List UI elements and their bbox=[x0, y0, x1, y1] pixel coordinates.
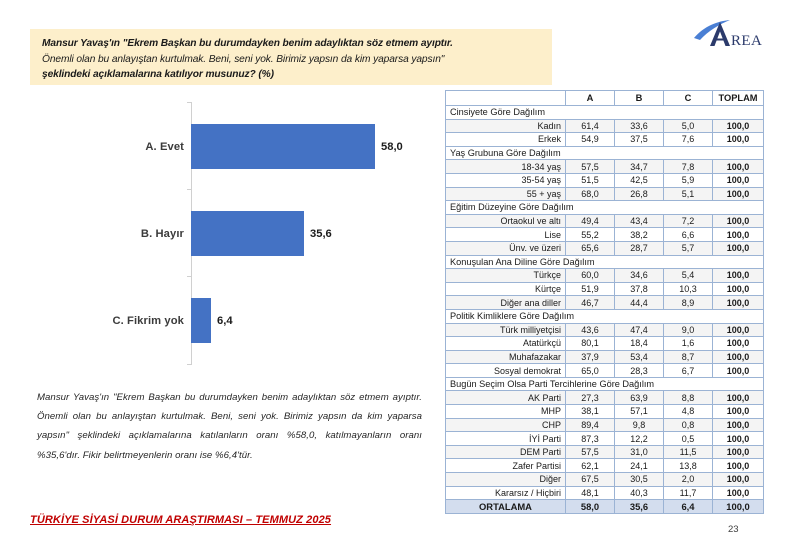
table-cell-c: 11,5 bbox=[664, 445, 713, 459]
table-summary-b: 35,6 bbox=[615, 500, 664, 514]
table-section-title: Konuşulan Ana Diline Göre Dağılım bbox=[446, 255, 764, 269]
table-cell-b: 34,7 bbox=[615, 160, 664, 174]
page-number: 23 bbox=[728, 524, 739, 535]
table-cell-a: 55,2 bbox=[566, 228, 615, 242]
table-cell-b: 43,4 bbox=[615, 214, 664, 228]
table-row bbox=[446, 473, 764, 487]
table-row bbox=[446, 160, 764, 174]
table-cell-c: 4,8 bbox=[664, 405, 713, 419]
table-row-label: Zafer Partisi bbox=[446, 459, 566, 473]
table-cell-b: 28,7 bbox=[615, 241, 664, 255]
table-row-label: Ünv. ve üzeri bbox=[446, 241, 566, 255]
table-cell-total: 100,0 bbox=[713, 473, 764, 487]
svg-text:REA: REA bbox=[731, 33, 763, 49]
table-cell-total: 100,0 bbox=[713, 241, 764, 255]
table-cell-total: 100,0 bbox=[713, 418, 764, 432]
bar-category-label: C. Fikrim yok bbox=[112, 314, 184, 327]
table-cell-total: 100,0 bbox=[713, 337, 764, 351]
table-row bbox=[446, 241, 764, 255]
bar-segment bbox=[191, 298, 211, 343]
table-cell-a: 49,4 bbox=[566, 214, 615, 228]
bar-row bbox=[36, 124, 436, 169]
table-cell-b: 24,1 bbox=[615, 459, 664, 473]
table-cell-b: 53,4 bbox=[615, 350, 664, 364]
table-cell-total: 100,0 bbox=[713, 405, 764, 419]
table-header-a: A bbox=[566, 91, 615, 106]
table-cell-a: 87,3 bbox=[566, 432, 615, 446]
bar-value-label: 35,6 bbox=[310, 227, 332, 240]
table-section-title: Eğitim Düzeyine Göre Dağılım bbox=[446, 201, 764, 215]
table-cell-b: 40,3 bbox=[615, 486, 664, 500]
table-cell-a: 60,0 bbox=[566, 269, 615, 283]
question-line-2: Önemli olan bu anlayıştan kurtulmak. Beni, seni yok. Birimiz yapsın da kim yaparsa yapsın" bbox=[42, 53, 445, 65]
table-row-label: 55 + yaş bbox=[446, 187, 566, 201]
table-cell-b: 37,5 bbox=[615, 133, 664, 147]
table-row bbox=[446, 296, 764, 310]
table-cell-b: 33,6 bbox=[615, 119, 664, 133]
table-row-label: Kararsız / Hiçbiri bbox=[446, 486, 566, 500]
table-cell-c: 5,9 bbox=[664, 173, 713, 187]
table-cell-c: 5,1 bbox=[664, 187, 713, 201]
table-cell-total: 100,0 bbox=[713, 323, 764, 337]
table-cell-total: 100,0 bbox=[713, 364, 764, 378]
table-section-title: Bugün Seçim Olsa Parti Tercihlerine Göre Dağılım bbox=[446, 377, 764, 391]
table-cell-a: 62,1 bbox=[566, 459, 615, 473]
table-cell-c: 0,5 bbox=[664, 432, 713, 446]
table-row bbox=[446, 228, 764, 242]
table-cell-total: 100,0 bbox=[713, 296, 764, 310]
table-cell-b: 9,8 bbox=[615, 418, 664, 432]
table-cell-a: 38,1 bbox=[566, 405, 615, 419]
area-logo bbox=[688, 12, 780, 54]
table-row bbox=[446, 350, 764, 364]
table-row-label: Ortaokul ve altı bbox=[446, 214, 566, 228]
table-row bbox=[446, 391, 764, 405]
table-header-blank bbox=[446, 91, 566, 106]
question-line-3: şeklindeki açıklamalarına katılıyor musunuz? (%) bbox=[42, 69, 274, 80]
table-row-label: Diğer ana diller bbox=[446, 296, 566, 310]
table-cell-b: 37,8 bbox=[615, 282, 664, 296]
table-header-row bbox=[446, 91, 764, 106]
table-row-label: Türkçe bbox=[446, 269, 566, 283]
table-row bbox=[446, 269, 764, 283]
table-cell-b: 18,4 bbox=[615, 337, 664, 351]
table-cell-a: 68,0 bbox=[566, 187, 615, 201]
table-cell-total: 100,0 bbox=[713, 228, 764, 242]
bar-row bbox=[36, 211, 436, 256]
table-cell-total: 100,0 bbox=[713, 119, 764, 133]
question-line-1: Mansur Yavaş'ın "Ekrem Başkan bu durumdayken benim adaylıktan söz etmem ayıptır. bbox=[42, 38, 453, 49]
table-cell-total: 100,0 bbox=[713, 350, 764, 364]
table-section-title: Yaş Grubuna Göre Dağılım bbox=[446, 146, 764, 160]
table-cell-b: 30,5 bbox=[615, 473, 664, 487]
table-row bbox=[446, 459, 764, 473]
table-row bbox=[446, 445, 764, 459]
table-row-label: 18-34 yaş bbox=[446, 160, 566, 174]
table-cell-a: 89,4 bbox=[566, 418, 615, 432]
table-row-label: İYİ Parti bbox=[446, 432, 566, 446]
table-cell-b: 44,4 bbox=[615, 296, 664, 310]
table-cell-b: 57,1 bbox=[615, 405, 664, 419]
table-cell-c: 8,9 bbox=[664, 296, 713, 310]
table-cell-total: 100,0 bbox=[713, 160, 764, 174]
table-section-header bbox=[446, 106, 764, 120]
table-cell-b: 34,6 bbox=[615, 269, 664, 283]
table-row-label: CHP bbox=[446, 418, 566, 432]
table-cell-a: 46,7 bbox=[566, 296, 615, 310]
table-header-c: C bbox=[664, 91, 713, 106]
table-row-label: MHP bbox=[446, 405, 566, 419]
table-row-label: Diğer bbox=[446, 473, 566, 487]
table-cell-a: 57,5 bbox=[566, 445, 615, 459]
table-cell-total: 100,0 bbox=[713, 173, 764, 187]
table-cell-total: 100,0 bbox=[713, 445, 764, 459]
table-row bbox=[446, 119, 764, 133]
table-row-label: Kadın bbox=[446, 119, 566, 133]
bar-segment bbox=[191, 211, 304, 256]
table-cell-a: 57,5 bbox=[566, 160, 615, 174]
table-row bbox=[446, 323, 764, 337]
table-cell-c: 7,6 bbox=[664, 133, 713, 147]
question-banner bbox=[30, 29, 552, 85]
table-cell-a: 27,3 bbox=[566, 391, 615, 405]
table-cell-a: 65,0 bbox=[566, 364, 615, 378]
area-logo-icon bbox=[688, 12, 780, 54]
table-cell-total: 100,0 bbox=[713, 187, 764, 201]
narrative-paragraph: Mansur Yavaş'ın "Ekrem Başkan bu durumdayken benim adaylıktan söz etmem ayıptır. Önemli olan bu anlayıştan kurtulmak. Beni, seni yok. Birimiz yapsın da kim yaparsa yapsın" şeklindeki açıklamalarına katılanların oranı %58,0, katılmayanların oranı %35,6'dır. Fikir belirtmeyenlerin oranı ise %6,4'tür. bbox=[37, 392, 422, 461]
table-cell-c: 1,6 bbox=[664, 337, 713, 351]
axis-tick bbox=[187, 189, 191, 190]
table-summary-c: 6,4 bbox=[664, 500, 713, 514]
table-row bbox=[446, 187, 764, 201]
table-row bbox=[446, 133, 764, 147]
table-cell-c: 7,8 bbox=[664, 160, 713, 174]
table-cell-c: 8,7 bbox=[664, 350, 713, 364]
bar-category-label: B. Hayır bbox=[140, 227, 184, 240]
table-summary-a: 58,0 bbox=[566, 500, 615, 514]
table-summary-total: 100,0 bbox=[713, 500, 764, 514]
table-row-label: DEM Parti bbox=[446, 445, 566, 459]
table-cell-c: 6,7 bbox=[664, 364, 713, 378]
axis-tick bbox=[187, 276, 191, 277]
bar-segment bbox=[191, 124, 375, 169]
table-cell-b: 63,9 bbox=[615, 391, 664, 405]
breakdown-table bbox=[445, 90, 764, 514]
table-cell-c: 5,0 bbox=[664, 119, 713, 133]
table-row bbox=[446, 486, 764, 500]
table-cell-a: 61,4 bbox=[566, 119, 615, 133]
table-cell-a: 54,9 bbox=[566, 133, 615, 147]
table-body bbox=[446, 106, 764, 514]
table-section-title: Politik Kimliklere Göre Dağılım bbox=[446, 309, 764, 323]
table-cell-a: 65,6 bbox=[566, 241, 615, 255]
table-row-label: Muhafazakar bbox=[446, 350, 566, 364]
footer-title: TÜRKİYE SİYASİ DURUM ARAŞTIRMASI – TEMMUZ 2025 bbox=[30, 514, 332, 526]
table-row-label: Kürtçe bbox=[446, 282, 566, 296]
bar-category-label: A. Evet bbox=[145, 140, 184, 153]
table-section-header bbox=[446, 377, 764, 391]
table-cell-a: 37,9 bbox=[566, 350, 615, 364]
table-cell-a: 80,1 bbox=[566, 337, 615, 351]
table-cell-b: 28,3 bbox=[615, 364, 664, 378]
table-cell-c: 5,7 bbox=[664, 241, 713, 255]
table-summary-row bbox=[446, 500, 764, 514]
table-cell-a: 43,6 bbox=[566, 323, 615, 337]
table-row bbox=[446, 337, 764, 351]
table-cell-b: 47,4 bbox=[615, 323, 664, 337]
table-cell-b: 26,8 bbox=[615, 187, 664, 201]
axis-tick bbox=[187, 102, 191, 103]
table-row bbox=[446, 418, 764, 432]
table-cell-total: 100,0 bbox=[713, 459, 764, 473]
table-cell-b: 42,5 bbox=[615, 173, 664, 187]
table-cell-b: 12,2 bbox=[615, 432, 664, 446]
table-cell-c: 0,8 bbox=[664, 418, 713, 432]
table-row bbox=[446, 282, 764, 296]
table-row-label: 35-54 yaş bbox=[446, 173, 566, 187]
table-cell-total: 100,0 bbox=[713, 133, 764, 147]
table-cell-total: 100,0 bbox=[713, 486, 764, 500]
table-cell-c: 9,0 bbox=[664, 323, 713, 337]
table-row bbox=[446, 432, 764, 446]
table-row bbox=[446, 173, 764, 187]
table-row-label: AK Parti bbox=[446, 391, 566, 405]
table-row-label: Sosyal demokrat bbox=[446, 364, 566, 378]
table-cell-a: 51,9 bbox=[566, 282, 615, 296]
table-cell-total: 100,0 bbox=[713, 214, 764, 228]
table-row-label: Erkek bbox=[446, 133, 566, 147]
table-section-header bbox=[446, 201, 764, 215]
table-cell-c: 13,8 bbox=[664, 459, 713, 473]
table-cell-a: 48,1 bbox=[566, 486, 615, 500]
bar-value-label: 6,4 bbox=[217, 314, 233, 327]
table-section-header bbox=[446, 146, 764, 160]
table-cell-c: 6,6 bbox=[664, 228, 713, 242]
table-cell-a: 51,5 bbox=[566, 173, 615, 187]
table-cell-c: 8,8 bbox=[664, 391, 713, 405]
table-cell-a: 67,5 bbox=[566, 473, 615, 487]
table-row bbox=[446, 364, 764, 378]
table-header-total: TOPLAM bbox=[713, 91, 764, 106]
bar-chart bbox=[36, 100, 436, 375]
table-section-header bbox=[446, 255, 764, 269]
table-cell-total: 100,0 bbox=[713, 269, 764, 283]
bar-row bbox=[36, 298, 436, 343]
table-header bbox=[446, 91, 764, 106]
table-cell-total: 100,0 bbox=[713, 432, 764, 446]
table-cell-c: 7,2 bbox=[664, 214, 713, 228]
table-header-b: B bbox=[615, 91, 664, 106]
table-cell-total: 100,0 bbox=[713, 391, 764, 405]
table-summary-label: ORTALAMA bbox=[446, 500, 566, 514]
table-cell-c: 5,4 bbox=[664, 269, 713, 283]
table-cell-c: 11,7 bbox=[664, 486, 713, 500]
table-row-label: Türk milliyetçisi bbox=[446, 323, 566, 337]
table-cell-b: 38,2 bbox=[615, 228, 664, 242]
table-cell-b: 31,0 bbox=[615, 445, 664, 459]
table-cell-total: 100,0 bbox=[713, 282, 764, 296]
table-row-label: Atatürkçü bbox=[446, 337, 566, 351]
table-section-header bbox=[446, 309, 764, 323]
table-row-label: Lise bbox=[446, 228, 566, 242]
table-cell-c: 10,3 bbox=[664, 282, 713, 296]
table-row bbox=[446, 405, 764, 419]
axis-tick bbox=[187, 364, 191, 365]
bar-value-label: 58,0 bbox=[381, 140, 403, 153]
table-cell-c: 2,0 bbox=[664, 473, 713, 487]
table-section-title: Cinsiyete Göre Dağılım bbox=[446, 106, 764, 120]
table-row bbox=[446, 214, 764, 228]
